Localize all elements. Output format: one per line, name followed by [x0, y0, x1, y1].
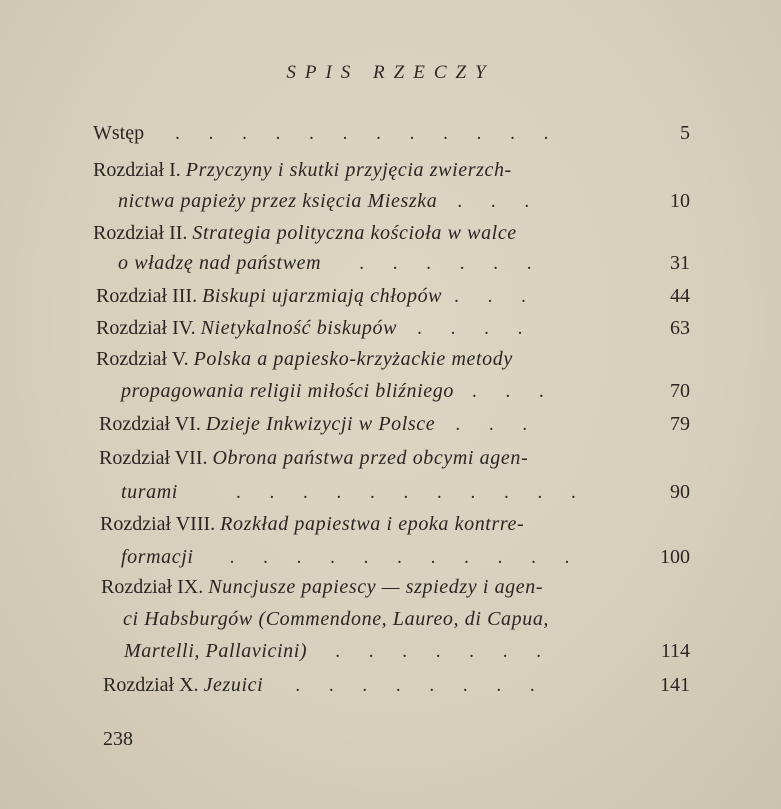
toc-title: Rozkład papiestwa i epoka kontrre- — [220, 513, 525, 535]
toc-title: Strategia polityczna kościoła w walce — [192, 222, 517, 244]
toc-entry-chapter-5 — [96, 344, 513, 374]
toc-page-number: 44 — [670, 285, 690, 307]
toc-title: Martelli, Pallavicini) — [124, 640, 308, 662]
toc-entry-chapter-6 — [99, 409, 539, 439]
toc-title: Polska a papiesko-krzyżackie metody — [193, 348, 513, 370]
toc-label: Rozdział VI. — [99, 413, 206, 435]
leader-dots: . . . . . . . . — [295, 675, 547, 696]
toc-page-number: 63 — [670, 317, 690, 339]
toc-title: Jezuici — [203, 674, 264, 696]
toc-entry-chapter-2-cont — [118, 248, 543, 278]
toc-label: Rozdział V. — [96, 348, 194, 370]
leader-dots: . . . . — [417, 318, 535, 339]
toc-label: Rozdział VIII. — [100, 513, 221, 535]
toc-entry-chapter-9 — [101, 572, 543, 602]
toc-title: formacji — [121, 546, 194, 568]
toc-entry-chapter-7 — [99, 443, 528, 473]
toc-entry-chapter-5-cont — [121, 376, 556, 406]
leader-dots: . . . . . . . . . . . . — [175, 123, 561, 144]
toc-page-number: 10 — [670, 190, 690, 212]
leader-dots: . . . — [454, 286, 538, 307]
leader-dots: . . . — [457, 191, 542, 212]
toc-title: turami — [121, 481, 178, 503]
toc-entry-chapter-9-cont2 — [124, 636, 553, 666]
toc-entry-chapter-8-cont — [121, 542, 581, 572]
toc-title: nictwa papieży przez księcia Mieszka — [118, 190, 438, 212]
toc-page-number: 70 — [670, 380, 690, 402]
folio-page-number: 238 — [103, 728, 133, 750]
leader-dots: . . . — [455, 414, 540, 435]
toc-label: Rozdział X. — [103, 674, 204, 696]
leader-dots: . . . . . . . — [335, 641, 553, 662]
leader-dots: . . . . . . . . . . . — [229, 547, 582, 568]
leader-dots: . . . — [472, 381, 556, 402]
toc-label: Rozdział IV. — [96, 317, 201, 339]
toc-title: Przyczyny i skutki przyjęcia zwierzch- — [185, 159, 512, 181]
toc-page-number: 79 — [670, 413, 690, 435]
toc-title: Obrona państwa przed obcymi agen- — [212, 447, 529, 469]
toc-label: Rozdział I. — [93, 159, 186, 181]
toc-page-number: 5 — [680, 122, 690, 144]
toc-entry-chapter-8 — [100, 509, 524, 539]
toc-entry-chapter-7-cont — [121, 477, 588, 507]
toc-title: Biskupi ujarzmiają chłopów — [202, 285, 443, 307]
toc-entry-chapter-2 — [93, 218, 517, 248]
page-title: SPIS RZECZY — [286, 62, 495, 83]
toc-entry-chapter-1-cont — [118, 186, 541, 216]
toc-page-number: 31 — [670, 252, 690, 274]
toc-page-number: 90 — [670, 481, 690, 503]
toc-title: Nuncjusze papiescy — szpiedzy i agen- — [208, 576, 544, 598]
toc-entry-chapter-4 — [96, 313, 534, 343]
leader-dots: . . . . . . — [359, 253, 544, 274]
toc-page-number: 141 — [660, 674, 690, 696]
toc-label: Rozdział VII. — [99, 447, 213, 469]
toc-entry-chapter-1 — [93, 155, 512, 185]
toc-label: Wstęp — [93, 122, 150, 144]
toc-title: propagowania religii miłości bliźniego — [121, 380, 454, 402]
toc-entry-chapter-3 — [96, 281, 538, 311]
toc-title: ci Habsburgów (Commendone, Laureo, di Capua, — [123, 608, 550, 630]
toc-entry-chapter-10 — [103, 670, 547, 700]
toc-title: Nietykalność biskupów — [200, 317, 398, 339]
leader-dots: . . . . . . . . . . . — [236, 482, 588, 503]
toc-label: Rozdział IX. — [101, 576, 209, 598]
toc-entry-chapter-9-cont — [123, 604, 549, 634]
toc-label: Rozdział II. — [93, 222, 193, 244]
toc-entry-intro — [93, 118, 560, 148]
toc-page-number: 100 — [660, 546, 690, 568]
toc-page-number: 114 — [660, 640, 690, 662]
toc-title: o władzę nad państwem — [118, 252, 322, 274]
toc-label: Rozdział III. — [96, 285, 203, 307]
toc-title: Dzieje Inkwizycji w Polsce — [205, 413, 436, 435]
